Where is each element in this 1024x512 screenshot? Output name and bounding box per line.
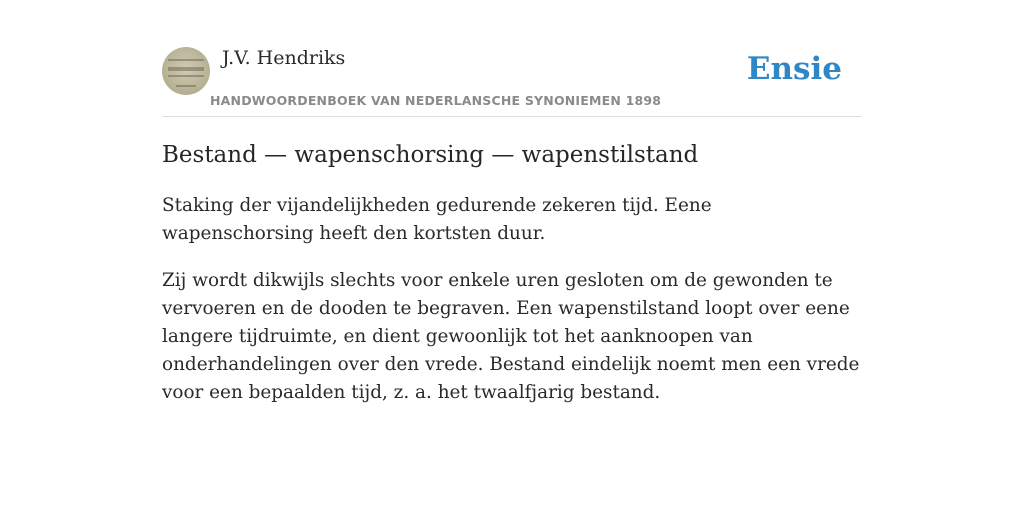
entry-paragraph: Staking der vijandelijkheden gedurende zekeren tijd. Eene wapenschorsing heeft den kortsten duur. [162,195,712,244]
source-book-avatar-icon[interactable] [162,47,210,95]
ensie-logo[interactable]: Ensie [746,51,842,87]
author-name[interactable]: J.V. Hendriks [222,47,346,69]
source-title[interactable]: HANDWOORDENBOEK VAN NEDERLANSCHE SYNONIEMEN 1898 [210,93,662,108]
entry-body [162,192,866,426]
entry-card [162,0,862,512]
entry-title: Bestand — wapenschorsing — wapenstilstand [162,142,699,168]
entry-header [162,0,862,117]
entry-paragraph: Zij wordt dikwijls slechts voor enkele uren gesloten om de gewonden te vervoeren en de dooden te begraven. Een wapenstilstand loopt over eene langere tijdruimte, en dient gewoonlijk tot het aanknoopen van onderhandelingen over den vrede. Bestand eindelijk noemt men een vrede voor een bepaalden tijd, z. a. het twaalfjarig bestand. [162,270,860,403]
